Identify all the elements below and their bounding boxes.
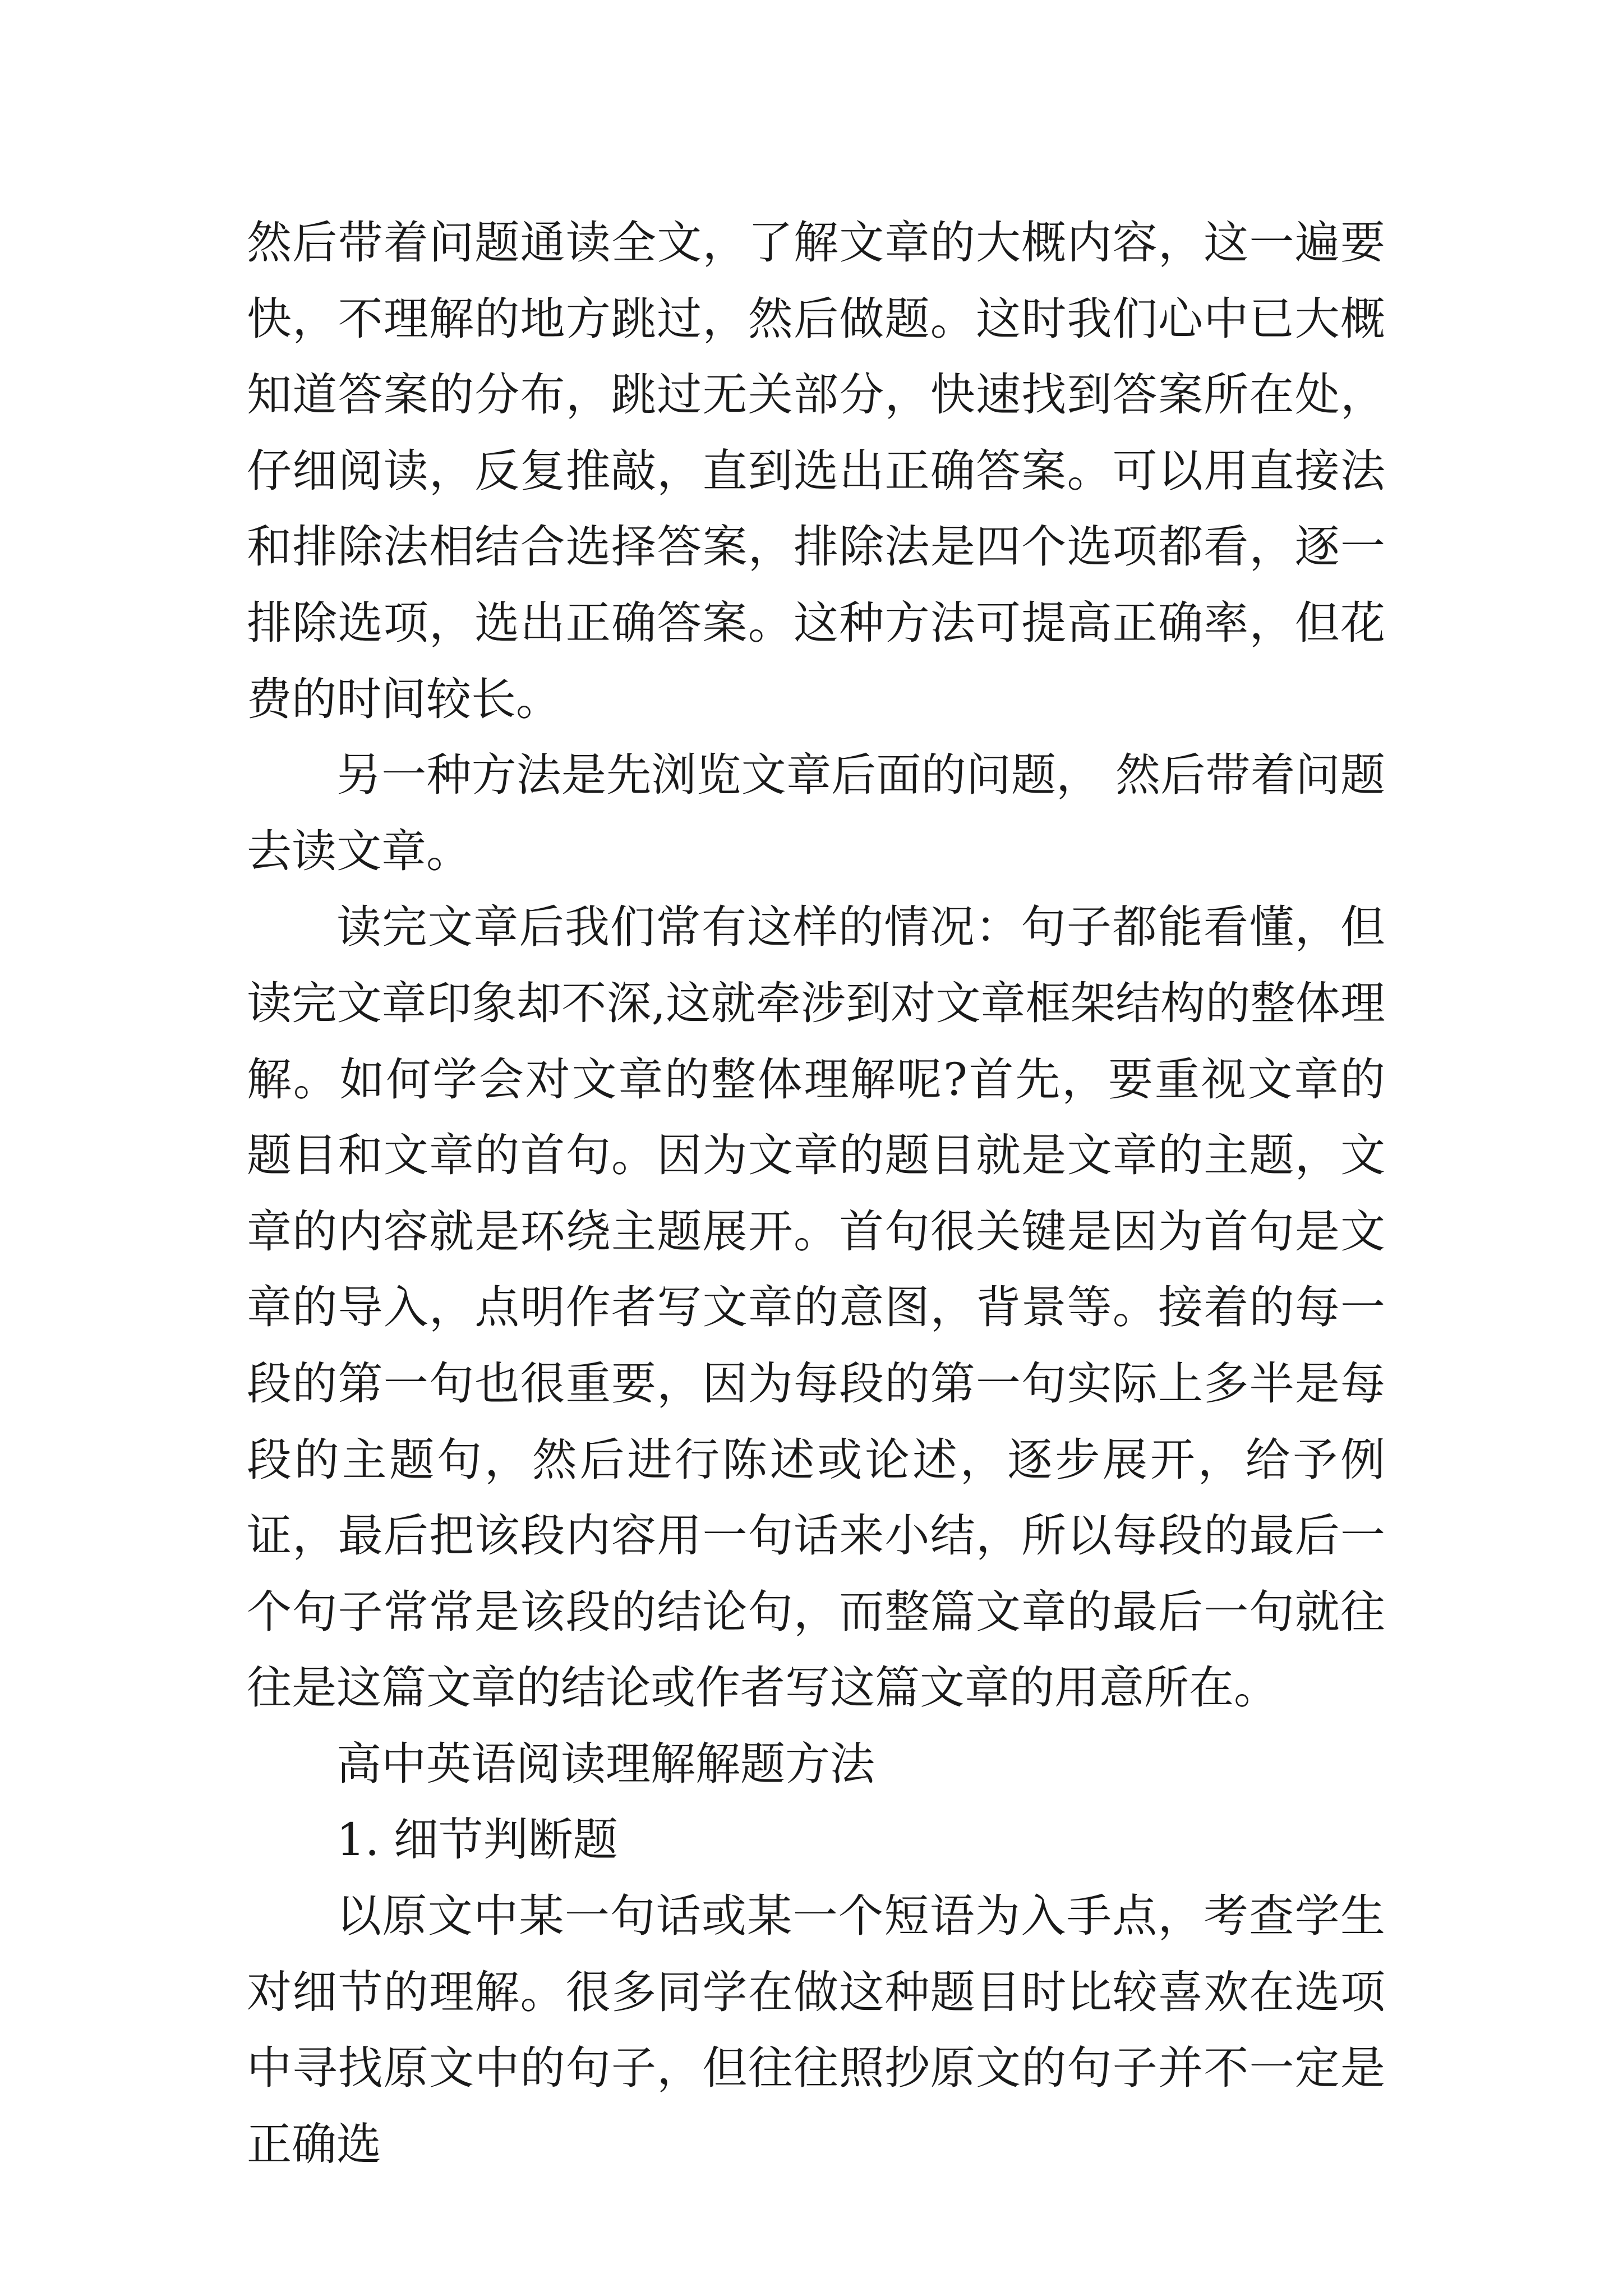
paragraph-alternative-method: 另一种方法是先浏览文章后面的问题， 然后带着问题去读文章。 xyxy=(247,749,1385,877)
paragraph-detail-questions: 以原文中某一句话或某一个短语为入手点，考查学生对细节的理解。很多同学在做这种题目时比较喜欢在选项中寻找原文中的句子，但往往照抄原文的句子并不一定是正确选 xyxy=(247,1890,1385,2170)
paragraph-overall-understanding: 读完文章后我们常有这样的情况：句子都能看懂，但读完文章印象却不深,这就牵涉到对文章框架结构的整体理解。如何学会对文章的整体理解呢?首先，要重视文章的题目和文章的首句。因为文章的题目就是文章的主题，文章的内容就是环绕主题展开。首句很关键是因为首句是文章的导入，点明作者写文章的意图，背景等。接着的每一段的第一句也很重要，因为每段的第一句实际上多半是每段的主题句，然后进行陈述或论述，逐步展开，给予例证，最后把该段内容用一句话来小结，所以每段的最后一个句子常常是该段的结论句，而整篇文章的最后一句就往往是这篇文章的结论或作者写这篇文章的用意所在。 xyxy=(247,901,1385,1714)
section-heading: 高中英语阅读理解解题方法 xyxy=(336,1737,875,1790)
subsection-heading: 1. 细节判断题 xyxy=(336,1814,618,1866)
document-body xyxy=(247,205,1385,2182)
paragraph-answer-strategy: 然后带着问题通读全文，了解文章的大概内容，这一遍要快，不理解的地方跳过，然后做题。这时我们心中已大概知道答案的分布，跳过无关部分，快速找到答案所在处，仔细阅读，反复推敲，直到选出正确答案。可以用直接法和排除法相结合选择答案，排除法是四个选项都看，逐一排除选项，选出正确答案。这种方法可提高正确率，但花费的时间较长。 xyxy=(247,217,1385,725)
